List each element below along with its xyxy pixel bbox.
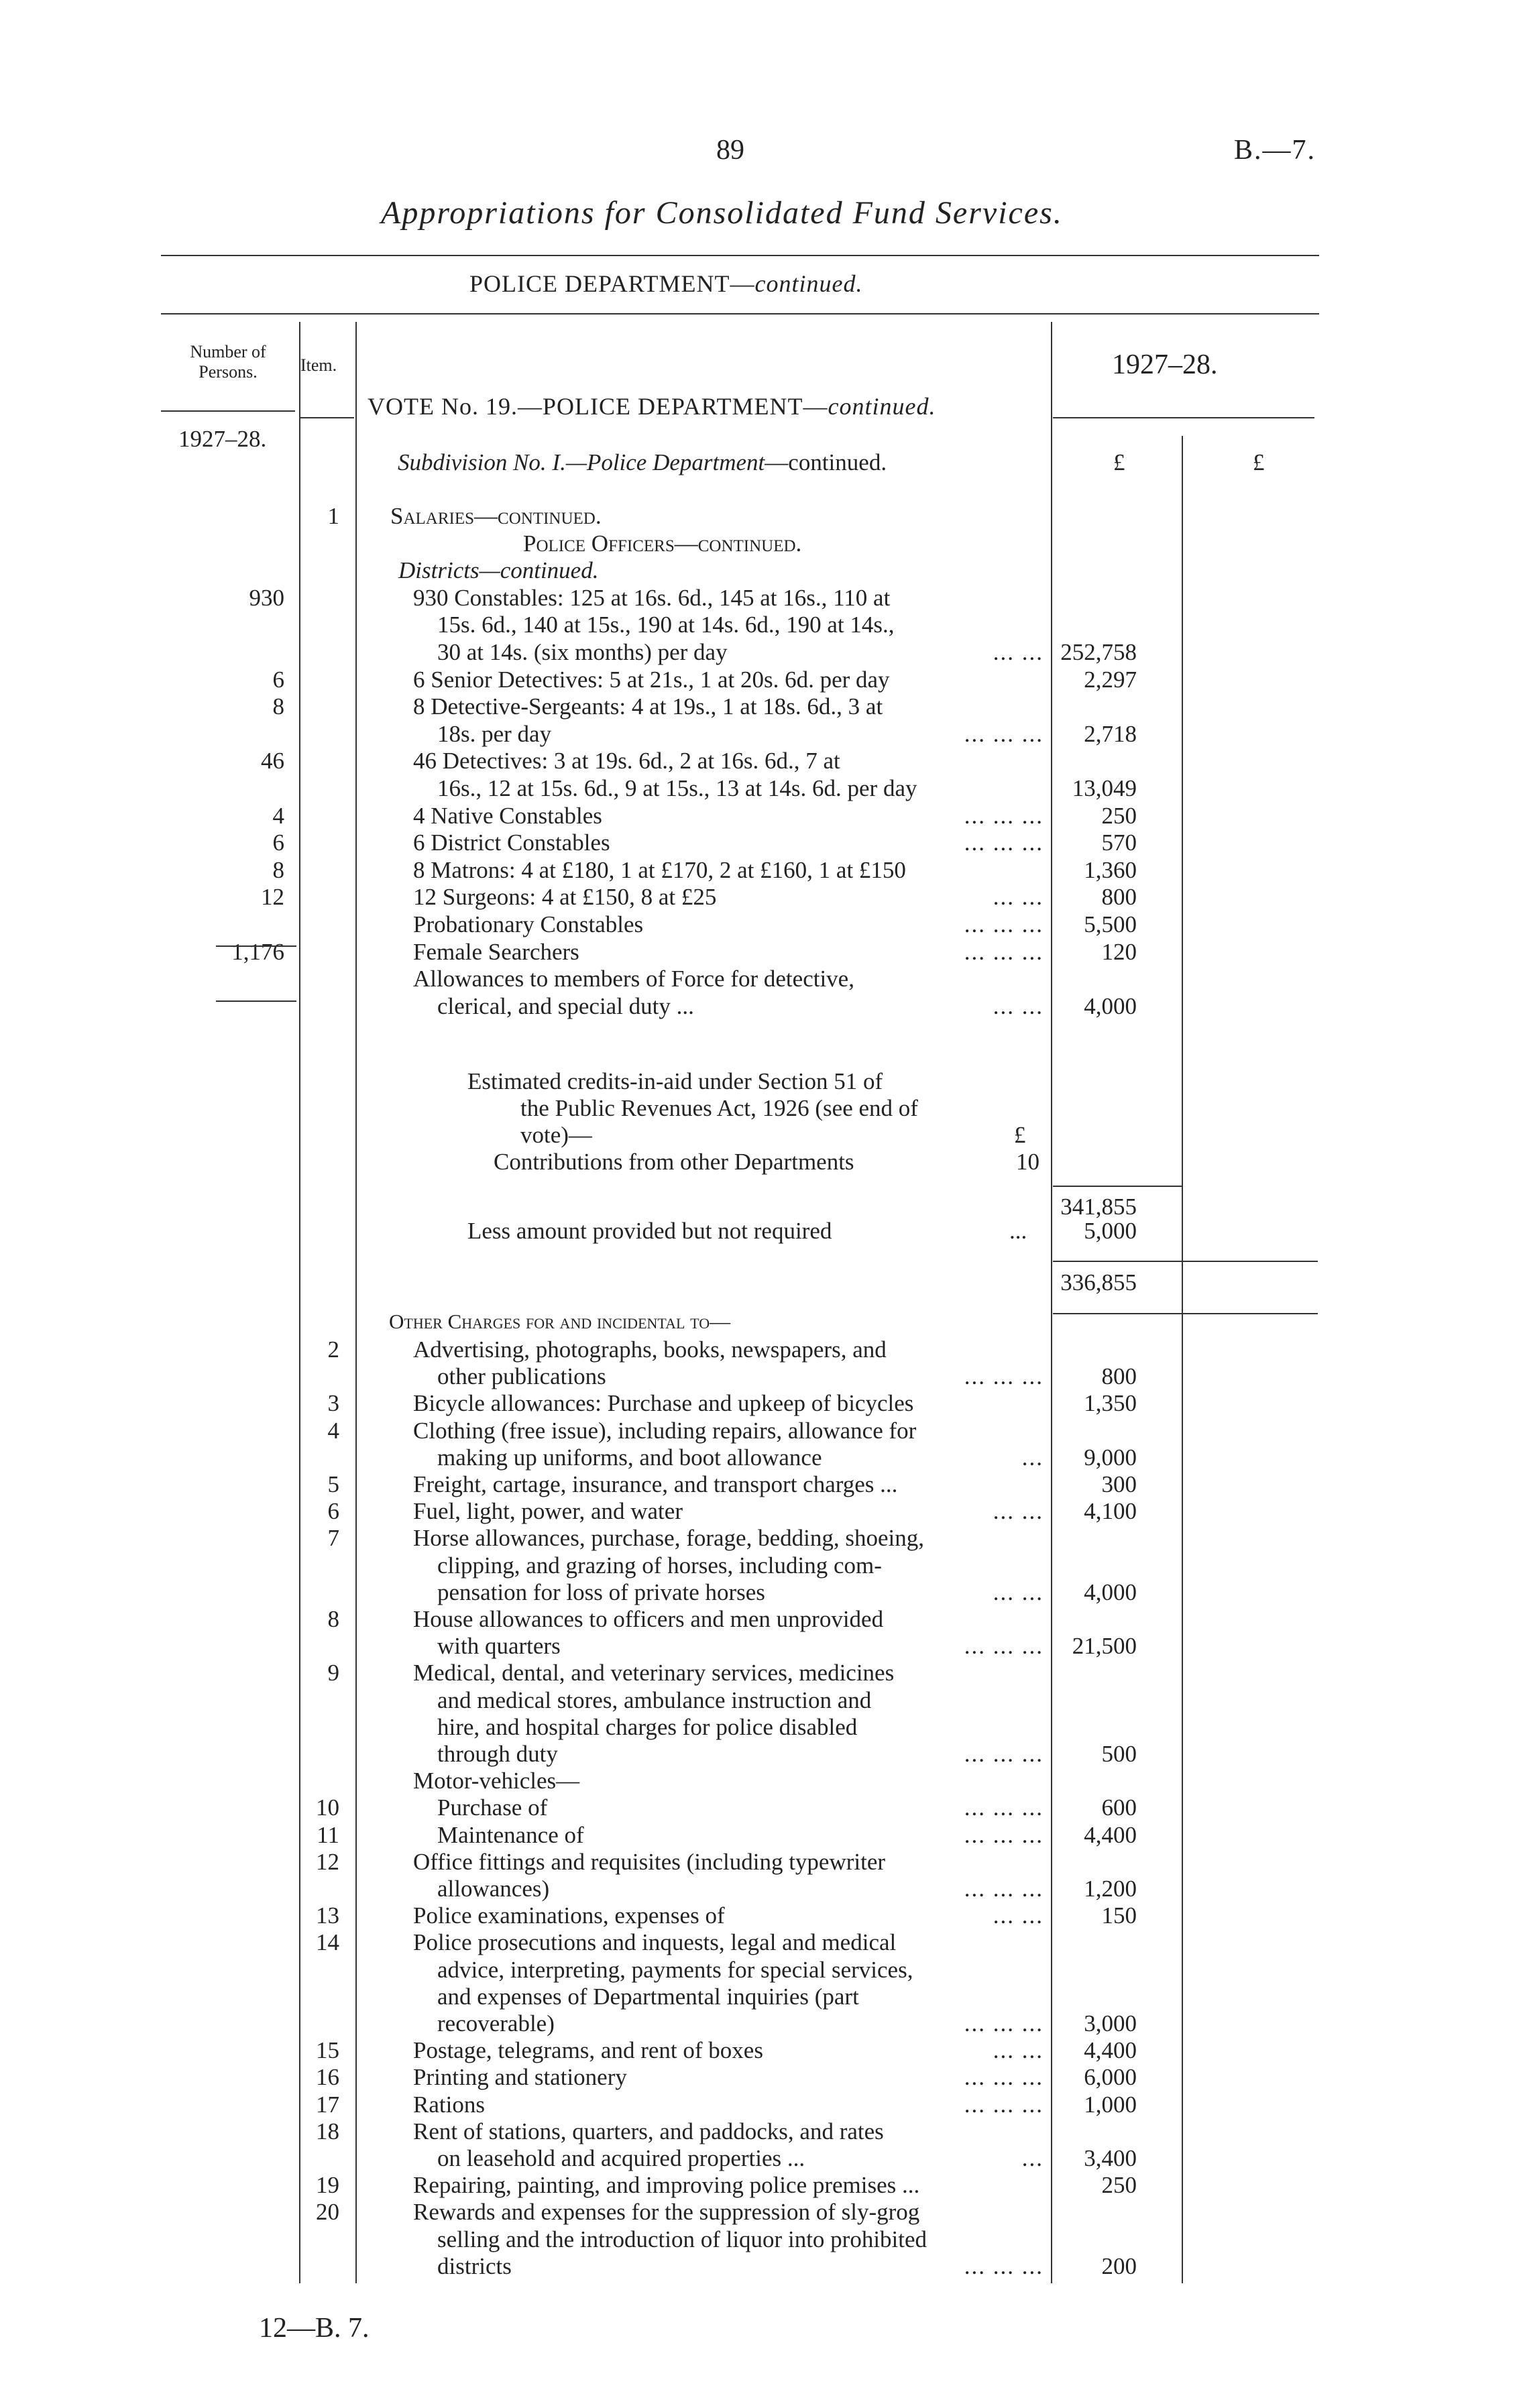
charge-row [0, 1498, 1521, 1525]
charge-row [0, 1929, 1521, 1956]
persons-column-header: Number of Persons. [190, 342, 266, 382]
charge-row [0, 1957, 1521, 1984]
charge-row [0, 2064, 1521, 2091]
line-text: 8 Matrons: 4 at £180, 1 at £170, 2 at £160, 1 at £150 [413, 856, 906, 883]
amount-value: 1,350 [1084, 1390, 1137, 1417]
table-top-rule [161, 313, 1319, 314]
charge-row [0, 1525, 1521, 1552]
item-number: 9 [327, 1660, 339, 1686]
persons-count: 930 [249, 584, 284, 611]
amount-value: 4,000 [1084, 992, 1137, 1019]
amount-value: 2,718 [1084, 720, 1137, 747]
amount-value: 1,200 [1084, 1876, 1137, 1902]
item-number: 3 [327, 1390, 339, 1417]
charge-row [0, 2253, 1521, 2280]
line-text: other publications [437, 1363, 606, 1390]
net-total-rule [1053, 1261, 1318, 1262]
line-text: on leasehold and acquired properties ... [437, 2145, 805, 2171]
amount-value: 600 [1101, 1794, 1137, 1821]
dot-leader: ... ... ... [964, 911, 1044, 937]
line-text: 15s. 6d., 140 at 15s., 190 at 14s. 6d., 190 at 14s., [437, 612, 895, 638]
line-text: 930 Constables: 125 at 16s. 6d., 145 at 16s., 110 at [413, 584, 891, 611]
persons-year-label: 1927–28. [178, 426, 267, 452]
dot-leader: ... ... ... [964, 938, 1044, 965]
item-number: 12 [316, 1848, 339, 1875]
dot-leader: ... ... ... [964, 1794, 1044, 1821]
salary-row [0, 612, 1521, 638]
vote-title-main: VOTE No. 19.—POLICE DEPARTMENT— [368, 393, 828, 420]
persons-count: 4 [272, 802, 284, 829]
charge-row [0, 1714, 1521, 1741]
persons-total-rule-top [216, 945, 296, 947]
line-text: Police prosecutions and inquests, legal and medical [413, 1929, 897, 1956]
section-subtitle-main: POLICE DEPARTMENT— [469, 270, 755, 297]
charge-row [0, 2010, 1521, 2037]
line-text: Rent of stations, quarters, and paddocks, and rates [413, 2118, 884, 2144]
line-text: Female Searchers [413, 938, 579, 965]
footer-signature: 12—B. 7. [259, 2313, 370, 2344]
amount-value: 120 [1101, 938, 1137, 965]
item-number: 14 [316, 1929, 339, 1956]
persons-count: 8 [272, 693, 284, 720]
vote-title-continued: continued. [828, 393, 936, 420]
year-column-header: 1927–28. [1112, 349, 1218, 380]
charge-row [0, 2091, 1521, 2118]
vote-title [368, 392, 936, 420]
line-text: Fuel, light, power, and water [413, 1498, 683, 1525]
dot-leader: ... ... [993, 1498, 1044, 1525]
salary-row [0, 966, 1521, 992]
line-text: through duty [437, 1741, 558, 1767]
line-text: 46 Detectives: 3 at 19s. 6d., 2 at 16s. 6d., 7 at [413, 748, 840, 775]
item-number: 2 [327, 1336, 339, 1363]
line-text: Districts—continued. [398, 557, 599, 584]
charge-row [0, 2172, 1521, 2199]
dot-leader: ... [1021, 2145, 1044, 2171]
charge-row [0, 1363, 1521, 1390]
salary-row [0, 639, 1521, 666]
amount-value: 1,000 [1084, 2091, 1137, 2118]
line-text: Allowances to members of Force for detective, [413, 966, 854, 992]
persons-count: 6 [272, 666, 284, 693]
line-text: Bicycle allowances: Purchase and upkeep of bicycles [413, 1390, 914, 1417]
amount-value: 200 [1101, 2252, 1137, 2279]
credits-line-3: vote)— [520, 1122, 592, 1148]
amount-value: 4,400 [1084, 2037, 1137, 2064]
dot-leader: ... ... ... [964, 2091, 1044, 2118]
line-text: allowances) [437, 1876, 550, 1902]
salary-row [0, 503, 1521, 530]
amount-value: 800 [1101, 1363, 1137, 1390]
line-text: clipping, and grazing of horses, including com- [437, 1552, 882, 1579]
charge-row [0, 1418, 1521, 1444]
dot-leader: ... ... [993, 992, 1044, 1019]
persons-count: 1,176 [231, 938, 284, 965]
charge-row [0, 1471, 1521, 1498]
amount-value: 150 [1101, 1902, 1137, 1929]
item-number: 6 [327, 1498, 339, 1525]
line-text: Salaries—continued. [390, 503, 602, 529]
charge-row [0, 1794, 1521, 1821]
line-text: House allowances to officers and men unprovided [413, 1606, 884, 1632]
dot-leader: ... ... [993, 1902, 1044, 1929]
line-text: Repairing, painting, and improving police premises ... [413, 2172, 920, 2199]
salary-row [0, 530, 1521, 557]
charge-row [0, 1390, 1521, 1417]
less-amount-leader: ... [1009, 1218, 1027, 1244]
line-text: Office fittings and requisites (including typewriter [413, 1848, 886, 1875]
amount-value: 800 [1101, 884, 1137, 911]
persons-header-rule [161, 410, 295, 412]
line-text: Police examinations, expenses of [413, 1902, 725, 1929]
amount-value: 3,000 [1084, 2010, 1137, 2037]
dot-leader: ... ... ... [964, 802, 1044, 829]
salary-row [0, 667, 1521, 693]
dot-leader: ... ... [993, 1579, 1044, 1605]
persons-count: 46 [261, 748, 284, 775]
salary-row [0, 557, 1521, 584]
title-rule [161, 255, 1319, 256]
salary-row [0, 857, 1521, 884]
dot-leader: ... ... [993, 884, 1044, 911]
dot-leader: ... ... ... [964, 1876, 1044, 1902]
line-text: pensation for loss of private horses [437, 1579, 765, 1605]
subdivision-continued: —continued. [765, 449, 887, 475]
line-text: Freight, cartage, insurance, and transport charges ... [413, 1471, 898, 1497]
line-text: districts [437, 2252, 512, 2279]
item-number: 19 [316, 2172, 339, 2199]
amount-value: 4,400 [1084, 1821, 1137, 1848]
item-number: 8 [327, 1606, 339, 1632]
item-number: 10 [316, 1794, 339, 1821]
year-header-rule [1053, 417, 1314, 418]
credits-pound-sign: £ [1014, 1122, 1026, 1148]
item-header-rule [300, 417, 354, 418]
amount-value: 1,360 [1084, 856, 1137, 883]
line-text: 12 Surgeons: 4 at £150, 8 at £25 [413, 884, 717, 911]
salary-row [0, 748, 1521, 775]
amount-value: 9,000 [1084, 1444, 1137, 1471]
dot-leader: ... [1021, 1444, 1044, 1471]
charge-row [0, 1741, 1521, 1768]
amount-value: 5,500 [1084, 911, 1137, 937]
dot-leader: ... ... [993, 639, 1044, 665]
charge-row [0, 1768, 1521, 1794]
line-text: with quarters [437, 1633, 561, 1660]
charge-row [0, 1849, 1521, 1876]
dot-leader: ... ... ... [964, 1363, 1044, 1390]
salary-row [0, 829, 1521, 856]
item-number: 13 [316, 1902, 339, 1929]
charge-row [0, 1902, 1521, 1929]
line-text: Postage, telegrams, and rent of boxes [413, 2037, 763, 2064]
persons-count: 12 [261, 884, 284, 911]
line-text: Horse allowances, purchase, forage, bedding, shoeing, [413, 1525, 924, 1552]
dot-leader: ... ... ... [964, 2064, 1044, 2091]
amount-value: 4,100 [1084, 1498, 1137, 1525]
item-number: 18 [316, 2118, 339, 2144]
page-number: 89 [716, 135, 744, 166]
less-amount-value: 5,000 [1084, 1218, 1137, 1244]
section-subtitle [469, 270, 863, 298]
line-text: advice, interpreting, payments for special services, [437, 1956, 913, 1983]
line-text: 16s., 12 at 15s. 6d., 9 at 15s., 13 at 14s. 6d. per day [437, 775, 917, 801]
dot-leader: ... ... ... [964, 1741, 1044, 1767]
amount-value: 3,400 [1084, 2145, 1137, 2171]
item-number: 20 [316, 2199, 339, 2226]
line-text: Motor-vehicles— [413, 1768, 580, 1794]
line-text: Advertising, photographs, books, newspapers, and [413, 1336, 887, 1363]
item-number: 16 [316, 2064, 339, 2091]
line-text: Maintenance of [437, 1821, 584, 1848]
pound-sign-column-2: £ [1253, 449, 1265, 475]
subtotal-rule [1053, 1186, 1182, 1187]
charge-row [0, 1336, 1521, 1363]
charge-row [0, 1579, 1521, 1606]
credits-line-2: the Public Revenues Act, 1926 (see end of [520, 1095, 918, 1121]
charge-row [0, 1660, 1521, 1686]
line-text: Police Officers—continued. [523, 530, 802, 557]
amount-value: 2,297 [1084, 666, 1137, 693]
dot-leader: ... ... ... [964, 2010, 1044, 2037]
net-total-amount: 336,855 [1060, 1269, 1137, 1296]
salary-row [0, 884, 1521, 911]
charge-row [0, 1687, 1521, 1714]
dot-leader: ... ... ... [964, 1633, 1044, 1660]
net-total-rule-bottom [1053, 1313, 1318, 1314]
line-text: clerical, and special duty ... [437, 992, 694, 1019]
charge-row [0, 1444, 1521, 1471]
persons-count: 6 [272, 829, 284, 856]
dot-leader: ... ... ... [964, 720, 1044, 747]
line-text: Rations [413, 2091, 485, 2118]
pound-sign-column-1: £ [1113, 449, 1125, 475]
subdivision-heading [398, 449, 887, 476]
line-text: 30 at 14s. (six months) per day [437, 639, 728, 665]
charge-row [0, 1984, 1521, 2010]
amount-value: 250 [1101, 802, 1137, 829]
charge-row [0, 1633, 1521, 1660]
credits-contributions-label: Contributions from other Departments [494, 1149, 854, 1175]
item-number: 15 [316, 2037, 339, 2064]
charge-row [0, 2118, 1521, 2145]
amount-value: 300 [1101, 1471, 1137, 1497]
dot-leader: ... ... ... [964, 829, 1044, 856]
charge-row [0, 1606, 1521, 1633]
persons-total-rule-bottom [216, 1000, 296, 1002]
line-text: 18s. per day [437, 720, 552, 747]
item-number: 17 [316, 2091, 339, 2118]
line-text: 6 Senior Detectives: 5 at 21s., 1 at 20s. 6d. per day [413, 666, 890, 693]
page-title: Appropriations for Consolidated Fund Services. [381, 195, 1063, 231]
item-column-header: Item. [300, 355, 337, 375]
dot-leader: ... ... [993, 2037, 1044, 2064]
salary-row [0, 911, 1521, 938]
charge-row [0, 1876, 1521, 1902]
amount-value: 13,049 [1072, 775, 1137, 801]
line-text: recoverable) [437, 2010, 555, 2037]
amount-value: 4,000 [1084, 1579, 1137, 1605]
salary-row [0, 803, 1521, 829]
line-text: 4 Native Constables [413, 802, 602, 829]
line-text: selling and the introduction of liquor into prohibited [437, 2226, 927, 2252]
line-text: Purchase of [437, 1794, 548, 1821]
line-text: 8 Detective-Sergeants: 4 at 19s., 1 at 18s. 6d., 3 at [413, 693, 883, 720]
salary-row [0, 693, 1521, 720]
line-text: Probationary Constables [413, 911, 644, 937]
salary-row [0, 775, 1521, 802]
charge-row [0, 2199, 1521, 2226]
persons-count: 8 [272, 856, 284, 883]
item-number: 11 [317, 1821, 339, 1848]
charge-row [0, 2037, 1521, 2064]
charge-row [0, 1552, 1521, 1579]
item-number: 1 [327, 503, 339, 529]
amount-value: 500 [1101, 1741, 1137, 1767]
charge-row [0, 2145, 1521, 2172]
salary-row [0, 939, 1521, 966]
line-text: Rewards and expenses for the suppression of sly-grog [413, 2199, 920, 2226]
amount-value: 252,758 [1060, 639, 1137, 665]
credits-line-1: Estimated credits-in-aid under Section 51 of [467, 1068, 883, 1094]
salary-row [0, 721, 1521, 748]
subdivision-title: Subdivision No. I.—Police Department [398, 449, 765, 475]
section-subtitle-continued: continued. [754, 270, 863, 297]
line-text: and expenses of Departmental inquiries (part [437, 1983, 859, 2010]
subtotal-amount: 341,855 [1060, 1194, 1137, 1220]
less-amount-label: Less amount provided but not required [467, 1218, 832, 1244]
amount-value: 21,500 [1072, 1633, 1137, 1660]
salary-row [0, 993, 1521, 1020]
line-text: 6 District Constables [413, 829, 610, 856]
document-reference: B.—7. [1234, 135, 1316, 166]
dot-leader: ... ... ... [964, 1821, 1044, 1848]
charge-row [0, 2226, 1521, 2253]
item-number: 5 [327, 1471, 339, 1497]
other-charges-heading: Other Charges for and incidental to— [389, 1310, 731, 1333]
amount-value: 250 [1101, 2172, 1137, 2199]
salary-row [0, 585, 1521, 612]
credits-contributions-amount: 10 [1016, 1149, 1039, 1175]
dot-leader: ... ... ... [964, 2252, 1044, 2279]
item-number: 4 [327, 1417, 339, 1444]
line-text: making up uniforms, and boot allowance [437, 1444, 822, 1471]
line-text: Printing and stationery [413, 2064, 627, 2091]
amount-value: 6,000 [1084, 2064, 1137, 2091]
line-text: and medical stores, ambulance instruction and [437, 1686, 872, 1713]
line-text: hire, and hospital charges for police disabled [437, 1713, 858, 1740]
line-text: Clothing (free issue), including repairs, allowance for [413, 1417, 917, 1444]
line-text: Medical, dental, and veterinary services, medicines [413, 1660, 895, 1686]
amount-value: 570 [1101, 829, 1137, 856]
item-number: 7 [327, 1525, 339, 1552]
charge-row [0, 1822, 1521, 1849]
